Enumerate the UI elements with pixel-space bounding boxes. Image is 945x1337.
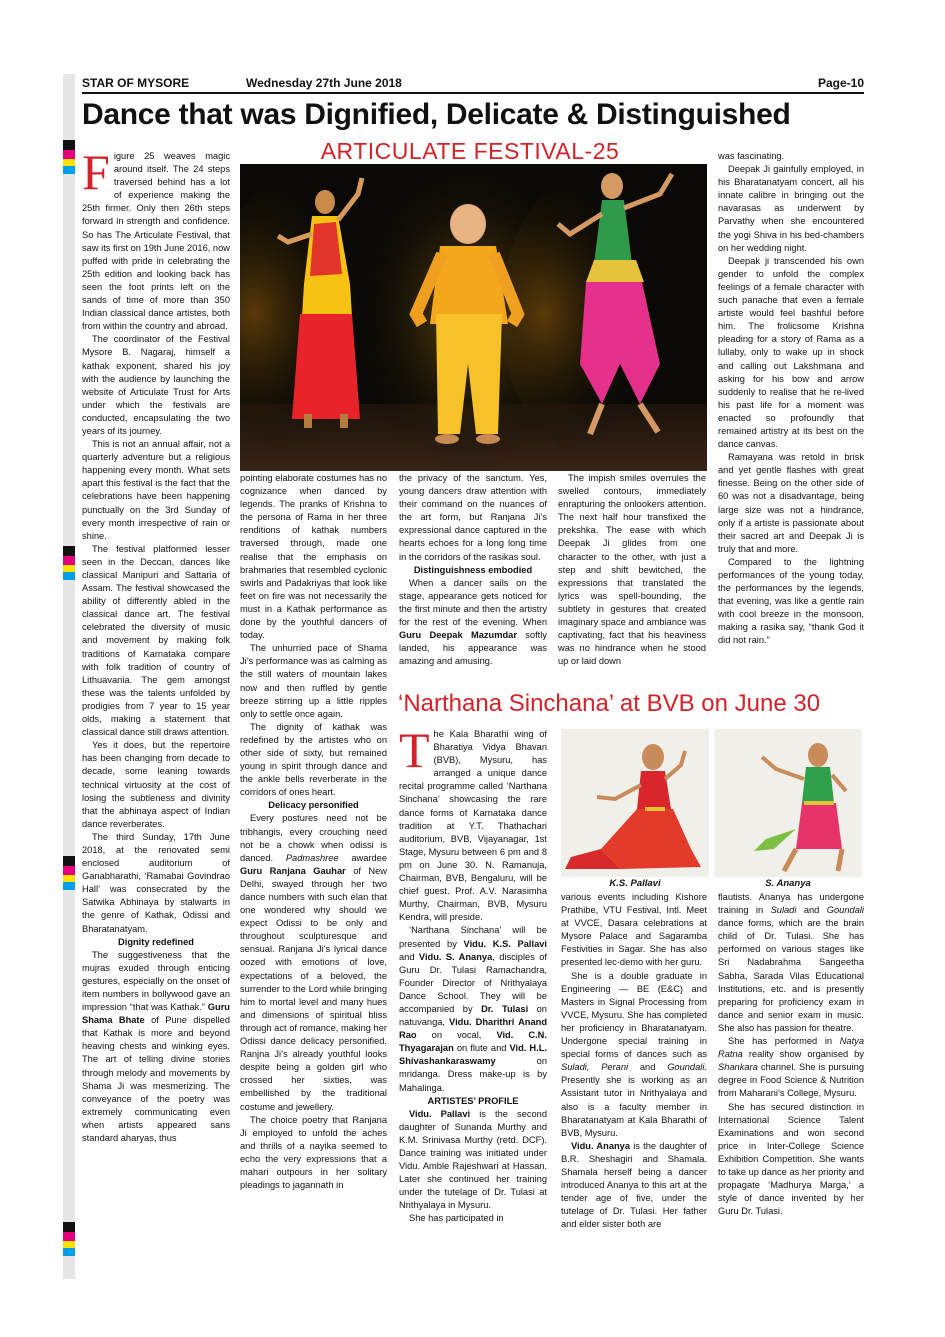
paragraph-text: is the daughter of B.R. Sheshagiri and Shamala. Shamala herself being a dancer introduced Ananya to this art at the tender age of five, under the tutelage of Dr. Tulasi. Her father and elder sister both are — [561, 1140, 707, 1230]
registration-mark — [63, 565, 75, 572]
paragraph: The third Sunday, 17th June 2018, at the renovated semi enclosed auditorium of Ganabharathi, ‘Ramabai Govindrao Hall’ was consecrated by the Satwika Abhinaya by stalwarts in the genre of Kathak, Odissi and Bharatanatyam. — [82, 831, 230, 934]
paragraph — [82, 150, 230, 333]
paragraph-text: reality show organised by — [742, 1049, 864, 1060]
paragraph: Compared to the lightning performances of the young today, the performances by the legends, that evening, was like a gentle rain with cool breeze in the monsoon, making a rasika say, “thank God it did not rain.” — [718, 556, 864, 646]
bold-name: Vidu. S. Ananya — [418, 951, 493, 962]
article2-column-3 — [718, 891, 864, 1262]
registration-mark — [63, 1241, 75, 1248]
bold-name: Guru Shama Bhate — [82, 1002, 230, 1026]
italic-text: Suladi, Perani — [561, 1062, 629, 1073]
paragraph-text: When a dancer sails on the stage, appearance gets noticed for the first minute and then the artistry for the rest of the evening. When — [399, 577, 547, 628]
paragraph — [82, 949, 230, 1145]
paragraph-text: channel. She is pursuing degree in Food Science & Nutrition from Maharani’s College, Mysuru. — [718, 1062, 864, 1099]
paragraph-text: is the second daughter of Sunanda Murthy and K.M. Srinivasa Murthy (retd. DCF). Dance training was initiated under Vidu. Amble Rajeshwari at Hassan. Later she continued her training under the tutelage of Dr. Tulasi at Nrithyalaya in Mysuru. — [399, 1108, 547, 1211]
paragraph — [561, 1140, 707, 1232]
italic-text: Natya Ratna — [718, 1036, 864, 1060]
article2-headline: ‘Narthana Sinchana’ at BVB on June 30 — [398, 690, 821, 717]
bold-name: Vid. C.N. Thyagarajan — [399, 1030, 547, 1054]
paragraph — [399, 924, 547, 1094]
paragraph-text: on vocal, — [416, 1030, 497, 1041]
page-number: Page-10 — [817, 76, 864, 90]
paragraph-text: he Kala Bharathi wing of Bharatiya Vidya Bhavan (BVB), Mysuru, has arranged a unique dance recital programme called ‘Narthana Sinchana’ showcasing the rare dance forms of Karnataka dance tradition at Y.T. Thathachari auditorium, BVB, Vijayanagar, 1st Stage, Mysuru between 6 pm and 8 pm on June 30. N. Ramanuja, Chairman, BVB, Bengaluru, will be chief guest. Prof. A.V. Narasimha Murthy, Chairman, BVB, Mysuru Kendra, will preside. — [399, 729, 547, 923]
dropcap: T — [399, 728, 430, 778]
section-heading: Distinguishness embodied — [413, 564, 533, 575]
paragraph: Yes it does, but the repertoire has been changing from decade to decade, some leaning towards technical virtuosity at the cost of losing the subtleness and divinity that the abhinaya aspect of Indian dance reverberates. — [82, 740, 230, 829]
publication-name: STAR OF MYSORE — [82, 76, 190, 90]
article2-column-2 — [561, 891, 707, 1262]
caption-pallavi: K.S. Pallavi — [609, 878, 661, 889]
ananya-photo-illustration — [714, 729, 862, 877]
paragraph — [240, 812, 387, 1113]
paragraph — [399, 577, 547, 669]
paragraph: She has secured distinction in International Science Talent Examinations and won second price in Inter-College Science Exhibition Competition. She wants to take up dance as her priority and propagate ‘Madhurya Marga,’ a style of dance invented by her Guru Dr. Tulasi. — [718, 1101, 864, 1217]
registration-mark — [63, 1232, 75, 1241]
registration-mark — [63, 882, 75, 890]
paragraph: various events including Kishore Prathibe, VTU Festival, Intl. Meet at VVCE, Dasara celebrations at Mysore Palace and Sagaramba Festivities in Sagar. She has also presented lec-demo with her guru. — [561, 892, 707, 968]
pallavi-photo — [561, 729, 709, 877]
paragraph: the privacy of the sanctum. Yes, young dancers draw attention with their command on the nuances of the art form, but Ranjana Ji’s expressional dance captured in the hearts echoes for a long long time in the corridors of the rasikas soul. — [399, 473, 547, 562]
paragraph: The coordinator of the Festival Mysore B. Nagaraj, himself a kathak exponent, shared his joy with the audience by launching the website of Articulate Trust for Arts under which the festivals are conducted, encapsulating the two years of its journey. — [82, 334, 230, 436]
registration-mark — [63, 866, 75, 875]
bold-name: Guru Deepak Mazumdar — [399, 630, 517, 641]
sub-headline: ARTICULATE FESTIVAL-25 — [320, 138, 620, 164]
bold-name: Vid. H.L. Shivashankaraswamy — [399, 1043, 547, 1067]
dancers-stage-photo — [240, 164, 707, 471]
article1-column-5 — [718, 150, 864, 684]
paragraph — [561, 970, 707, 1140]
paragraph-text: on natuvanga, — [399, 1003, 547, 1028]
registration-mark — [63, 150, 75, 159]
ananya-photo — [714, 729, 862, 877]
section-heading: ARTISTES’ PROFILE — [427, 1095, 519, 1106]
paragraph: The dignity of kathak was redefined by the artistes who on other side of sixty, but remained young in spirit through dance and the ankle bells reverberate in the corridors of ones heart. — [240, 721, 387, 798]
registration-mark — [63, 875, 75, 882]
paragraph-text: , disciples of Guru Dr. Tulasi Ramachandra, Founder Director of Nrithyalaya Dance School. They will be accompanied by — [399, 951, 547, 1014]
paragraph: Deepak Ji gainfully employed, in his Bharatanatyam concert, all his innate calibre in bringing out the navarasas as underwent by Parvathy when she encountered the yogi Shiva in his bed-chambers on her wedding night. — [718, 164, 864, 253]
italic-text: Goundali — [826, 905, 864, 916]
paragraph — [718, 1035, 864, 1100]
paragraph-text: igure 25 weaves magic around itself. The 24 steps traversed behind has a lot of experience making the 25th firmer. Only then 26th steps forward in strength and confidence. So has The Articulate Festival, that saw its first on 19th June 2016, now puffed with pride in celebrating the 25th edition and looking back has seen the foot prints left on the sands of time of more than 350 Indian classical dance artistes, both from within the country and abroad. — [82, 151, 230, 332]
registration-mark — [63, 556, 75, 565]
paragraph-text: Every postures need not be tribhangis, every crouching need not be a chowk when odissi is danced. — [240, 813, 387, 863]
registration-mark — [63, 166, 75, 174]
bold-name: Vidu. Dharithri Anand Rao — [399, 1017, 547, 1041]
paragraph — [399, 1108, 547, 1213]
paragraph-text: The suggestiveness that the mujras exuded through enticing gestures, especially on the onset of item numbers in bollywood gave an impression “that was Kathak.” — [82, 949, 230, 1013]
paragraph: This is not an annual affair, not a quarterly adventure but a religious happening every month. What sets apart this festival is the fact that the celebrations have been happening punctually on the 3rd Sunday of every month irrespective of rain or shine. — [82, 439, 230, 541]
registration-mark — [63, 546, 75, 556]
paragraph: Deepak ji transcended his own gender to unfold the complex feelings of a female character with such panache that even a female artiste would feel bashful before him. The frolicsome Krishna pleading for a story of Rama as a lullaby, only to wake up in shock and calling out Lakshmana and asking for his bow and arrow suddenly to realise that he re-lived his past life for a moment was enacted so profoundly that remained artistry at its best on the dance canvas. — [718, 255, 864, 450]
page-header — [82, 76, 864, 92]
dropcap: F — [82, 150, 110, 200]
paragraph-text: ‘Narthana Sinchana’ will be presented by — [399, 925, 547, 949]
paragraph: The choice poetry that Ranjana Ji employed to unfold the aches and thrills of a nayika seemed to echo the very expressions that a mahari outpours in her solitary pleadings to jagannath in — [240, 1114, 387, 1191]
stage-photo-illustration — [240, 164, 707, 471]
paragraph: was fascinating. — [718, 151, 785, 161]
bold-name: Dr. Tulasi — [481, 1003, 529, 1014]
paragraph — [399, 728, 547, 924]
bold-name: Guru Ranjana Gauhar — [240, 865, 346, 876]
paragraph-text: softly landed, his appearance was amazing and amusing. — [399, 630, 547, 667]
registration-mark — [63, 1222, 75, 1232]
section-heading: Dignity redefined — [118, 936, 194, 947]
caption-ananya: S. Ananya — [765, 878, 811, 889]
italic-text: Padmashree — [285, 852, 339, 863]
paragraph: She has participated in — [409, 1213, 504, 1224]
paragraph-text: awardee — [338, 852, 387, 863]
paragraph-text: and — [796, 905, 827, 916]
italic-text: Shankara — [718, 1062, 758, 1073]
paragraph-text: of New Delhi, swayed through her two dance numbers with such élan that one wondered why should we expect Odissi to be only and throughout sculpturesque and sensual. Ranjana Ji’s lyrical dance oozed with emotions of love, expectations of a beloved, the surrender to the Lord while bringing him to mortal level and many hues and dimensions of spiritual bliss through act of romance, making her Odissi dance delicacy personified. Ranjna Ji’s already youthful looks despite being a golden girl who crossed her sixties, was embellished by the traditional costume and jewellery. — [240, 865, 387, 1112]
registration-mark — [63, 140, 75, 150]
paragraph-text: She is a double graduate in Engineering — BE (E&C) and Masters in Signal Processing from VVCE, Mysuru. She has completed her proficiency in Bharatanatyam. Undergone special training in special forms of dances such as — [561, 970, 707, 1060]
section-heading: Delicacy personified — [268, 800, 359, 811]
registration-mark — [63, 1248, 75, 1256]
bold-name: Vidu. Pallavi — [409, 1108, 471, 1119]
article1-column-3 — [399, 472, 547, 684]
paragraph — [718, 891, 864, 1035]
registration-mark — [63, 856, 75, 866]
registration-mark — [63, 572, 75, 580]
paragraph-text: She has performed in — [728, 1036, 840, 1047]
article1-column-4 — [558, 472, 706, 684]
registration-strip — [63, 74, 75, 1279]
article2-column-1 — [399, 728, 547, 1262]
italic-text: Suladi — [770, 905, 797, 916]
header-rule — [82, 92, 864, 94]
main-headline: Dance that was Dignified, Delicate & Distinguished — [82, 98, 791, 131]
paragraph: Ramayana was retold in brisk and yet gentle flashes with great finesse. Being on the other side of 60 was not a disadvantage, being large size was not a hindrance, only if a artiste is passionate about their sacred art and Deepak Ji is truly that and more. — [718, 452, 864, 554]
bold-name: Vidu. K.S. Pallavi — [463, 938, 547, 949]
paragraph-text: of Pune dispelled that Kathak is more and beyond heaving chests and winking eyes. The art of telling divine stories through melody and movements by Shama Ji was mesmerizing. The conveyance of the poetry was extremely communicating even when artists appeared sans standard aharyas, thus — [82, 1015, 230, 1144]
paragraph-text: dance forms, which are the brain child of Dr. Tulasi. She has performed on various stages like Sri Nadabrahma Sangeetha Sabha, Sarada Vilas Educational Institutions, etc. and is presently preparing for proficiency exam in dance and senior exam in music. She also has passion for theatre. — [718, 918, 864, 1033]
registration-mark — [63, 159, 75, 166]
paragraph-text: on flute and — [453, 1043, 510, 1054]
paragraph-text: Presently she is working as an Assistant tutor in Nrithyalaya and also is a faculty member in Bharatanatyam at Kala Bharathi of BVB, Mysuru. — [561, 1075, 707, 1138]
article1-column-2 — [240, 472, 387, 1262]
article1-column-1 — [82, 150, 230, 1260]
paragraph-text: on mridanga. Dress make-up is by Mahalinga. — [399, 1056, 547, 1093]
paragraph: The impish smiles overrules the swelled contours, immediately enrapturing the onlookers attention. The next half hour transfixed the prekshka. The ease with which Deepak Ji glides from one character to the other, with just a step and shift bewitched, the expressions that translated the lyrics was spell-bounding, the subtlety in gestures that created imaginary space and ambiance was captivating, fact that his heaviness was no hindrance when he stood up or laid down — [558, 473, 706, 667]
paragraph-text: and — [628, 1062, 668, 1073]
paragraph-text: and — [399, 951, 419, 962]
bold-name: Vidu. Ananya — [571, 1140, 631, 1151]
paragraph: The unhurried pace of Shama Ji’s performance was as calming as the still waters of mountain lakes now and then ruffled by gentle breeze stirring up a little ripples only to settle once again. — [240, 643, 387, 719]
italic-text: Goundali. — [667, 1062, 707, 1073]
paragraph: pointing elaborate costumes has no cognizance when danced by legends. The pranks of Krishna to the persona of Rama in her three renditions of kathak numbers traversed through, made one realise that the emphasis on brahmaries that resembled cyclonic swirls and Padakriyas that look like feet on fire was not necessarily the must in a Kathak performance as done by the youthful dancers of today. — [240, 473, 387, 641]
issue-date: Wednesday 27th June 2018 — [246, 76, 402, 90]
pallavi-photo-illustration — [561, 729, 709, 877]
paragraph: The festival platformed lesser seen in the Deccan, dances like classical Manipuri and Sattaria of Assam. The festival showcased the ability of differently abled in the classical dance art. The festival celebrated the diversity of music and movement by making folk traditions of Karnataka compare with folk tradition of country of Lithuavania. The gem amongst these was the talents unfolded by prodigies from 7 year to 15 year olds, making a statement that classical dance still draws attention. — [82, 543, 230, 738]
paragraph-text: flautists. Ananya has undergone training in — [718, 892, 864, 916]
